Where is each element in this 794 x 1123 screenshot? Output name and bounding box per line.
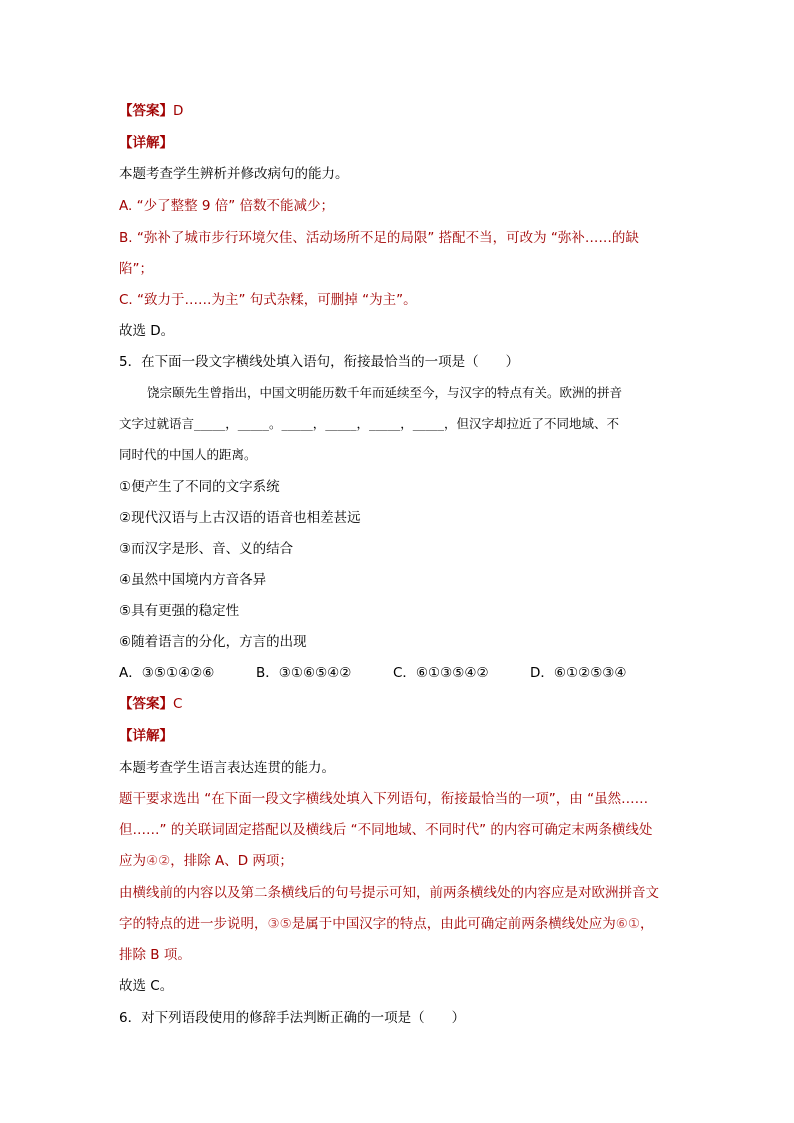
explain-b-line1: B. “弥补了城市步行环境欠佳、活动场所不足的局限” 搭配不当，可改为 “弥补……的缺 <box>119 230 639 246</box>
choice-item-5: ⑤具有更强的稳定性 <box>119 603 240 619</box>
passage-line-3: 同时代的中国人的距离。 <box>119 447 257 462</box>
explain-a: A. “少了整整 9 倍” 倍数不能减少； <box>119 198 335 214</box>
text-segment: 字的特点的进一步说明， <box>119 916 268 932</box>
options-row <box>119 663 679 683</box>
explain-p2-line3: 排除 B 项。 <box>119 947 191 963</box>
answer-value: D <box>173 103 184 119</box>
explain-c: C. “致力于……为主” 句式杂糅，可删掉 “为主”。 <box>119 292 417 308</box>
question-6: 6．对下列语段使用的修辞手法判断正确的一项是（ ） <box>119 1010 466 1026</box>
explain-tag-1 <box>119 133 679 153</box>
explain-intro-2: 本题考查学生语言表达连贯的能力。 <box>119 760 335 776</box>
highlight-numbers: ⑥① <box>615 916 640 932</box>
option-a: A．③⑤①④②⑥ <box>119 665 215 681</box>
choice-item-6: ⑥随着语言的分化，方言的出现 <box>119 634 307 650</box>
text-segment: ， <box>639 916 654 932</box>
explain-tag: 【详解】 <box>119 135 173 151</box>
answer-line-2 <box>119 694 679 714</box>
explain-p1-line3 <box>119 851 679 871</box>
explain-intro-1: 本题考查学生辨析并修改病句的能力。 <box>119 166 349 182</box>
answer-value: C <box>173 696 183 712</box>
answer-tag: 【答案】 <box>119 696 173 712</box>
answer-line-1 <box>119 101 679 121</box>
choice-item-1: ①便产生了不同的文字系统 <box>119 479 280 495</box>
highlight-numbers: ④② <box>146 853 171 869</box>
text-segment: ，排除 A、D 两项； <box>170 853 293 869</box>
choice-item-3: ③而汉字是形、音、义的结合 <box>119 541 294 557</box>
conclusion-1: 故选 D。 <box>119 323 175 339</box>
conclusion-2: 故选 C。 <box>119 978 174 994</box>
highlight-numbers: ③⑤ <box>267 916 292 932</box>
question-5: 5．在下面一段文字横线处填入语句，衔接最恰当的一项是（ ） <box>119 354 520 370</box>
explain-p2-line1: 由横线前的内容以及第二条横线后的句号提示可知，前两条横线处的内容应是对欧洲拼音文 <box>119 885 659 901</box>
explain-p1-line2: 但……” 的关联词固定搭配以及横线后 “不同地域、不同时代” 的内容可确定末两条横线处 <box>119 822 653 838</box>
answer-tag: 【答案】 <box>119 103 173 119</box>
option-c: C．⑥①③⑤④② <box>393 665 489 681</box>
option-b: B．③①⑥⑤④② <box>256 665 352 681</box>
explain-tag: 【详解】 <box>119 728 173 744</box>
text-segment: 是属于中国汉字的特点，由此可确定前两条横线处应为 <box>291 916 616 932</box>
explain-tag-2 <box>119 726 679 746</box>
text-segment: 应为 <box>119 853 146 869</box>
passage-line-1: 饶宗颐先生曾指出，中国文明能历数千年而延续至今，与汉字的特点有关。欧洲的拼音 <box>147 385 623 400</box>
explain-p2-line2 <box>119 914 679 934</box>
choice-item-4: ④虽然中国境内方音各异 <box>119 572 267 588</box>
explain-b-line2: 陷”； <box>119 261 153 277</box>
explain-p1-line1: 题干要求选出 “在下面一段文字横线处填入下列语句，衔接最恰当的一项”，由 “虽然…… <box>119 791 649 807</box>
choice-item-2: ②现代汉语与上古汉语的语音也相差甚远 <box>119 510 361 526</box>
passage-line-2: 文字过就语言_____，_____。_____，_____，_____，_____，但汉字却拉近了不同地域、不 <box>119 416 620 431</box>
option-d: D．⑥①②⑤③④ <box>530 665 627 681</box>
